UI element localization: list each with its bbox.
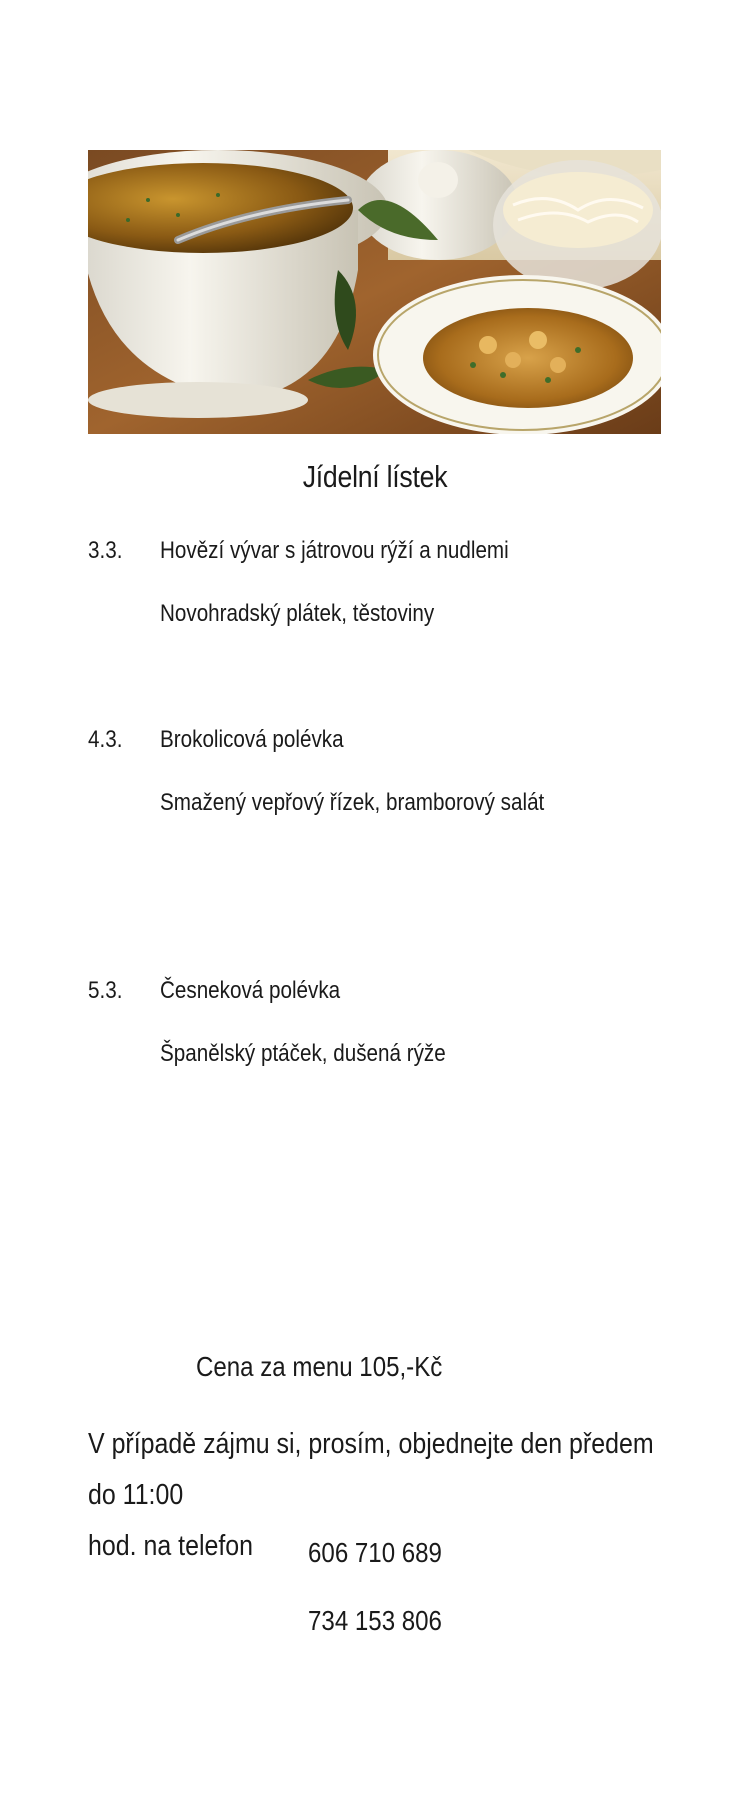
soup-item: Hovězí vývar s játrovou rýží a nudlemi bbox=[160, 537, 509, 564]
main-dish-item: Smažený vepřový řízek, bramborový salát bbox=[160, 789, 545, 816]
phone-number: 606 710 689 bbox=[308, 1537, 442, 1568]
menu-title: Jídelní lístek bbox=[302, 459, 448, 494]
order-note-line: V případě zájmu si, prosím, objednejte den předem do 11:00 bbox=[88, 1428, 654, 1511]
soup-item: Brokolicová polévka bbox=[160, 726, 344, 753]
main-dish-item: Španělský ptáček, dušená rýže bbox=[160, 1040, 446, 1067]
main-dish-item: Novohradský plátek, těstoviny bbox=[160, 600, 435, 627]
menu-price: Cena za menu 105,-Kč bbox=[196, 1351, 443, 1382]
order-note-line: hod. na telefon bbox=[88, 1530, 254, 1562]
day-date: 4.3. bbox=[88, 726, 123, 753]
soup-tureen-photo bbox=[88, 150, 661, 434]
day-date: 5.3. bbox=[88, 977, 123, 1004]
day-date: 3.3. bbox=[88, 537, 123, 564]
phone-number: 734 153 806 bbox=[308, 1605, 442, 1636]
soup-item: Česneková polévka bbox=[160, 977, 341, 1004]
